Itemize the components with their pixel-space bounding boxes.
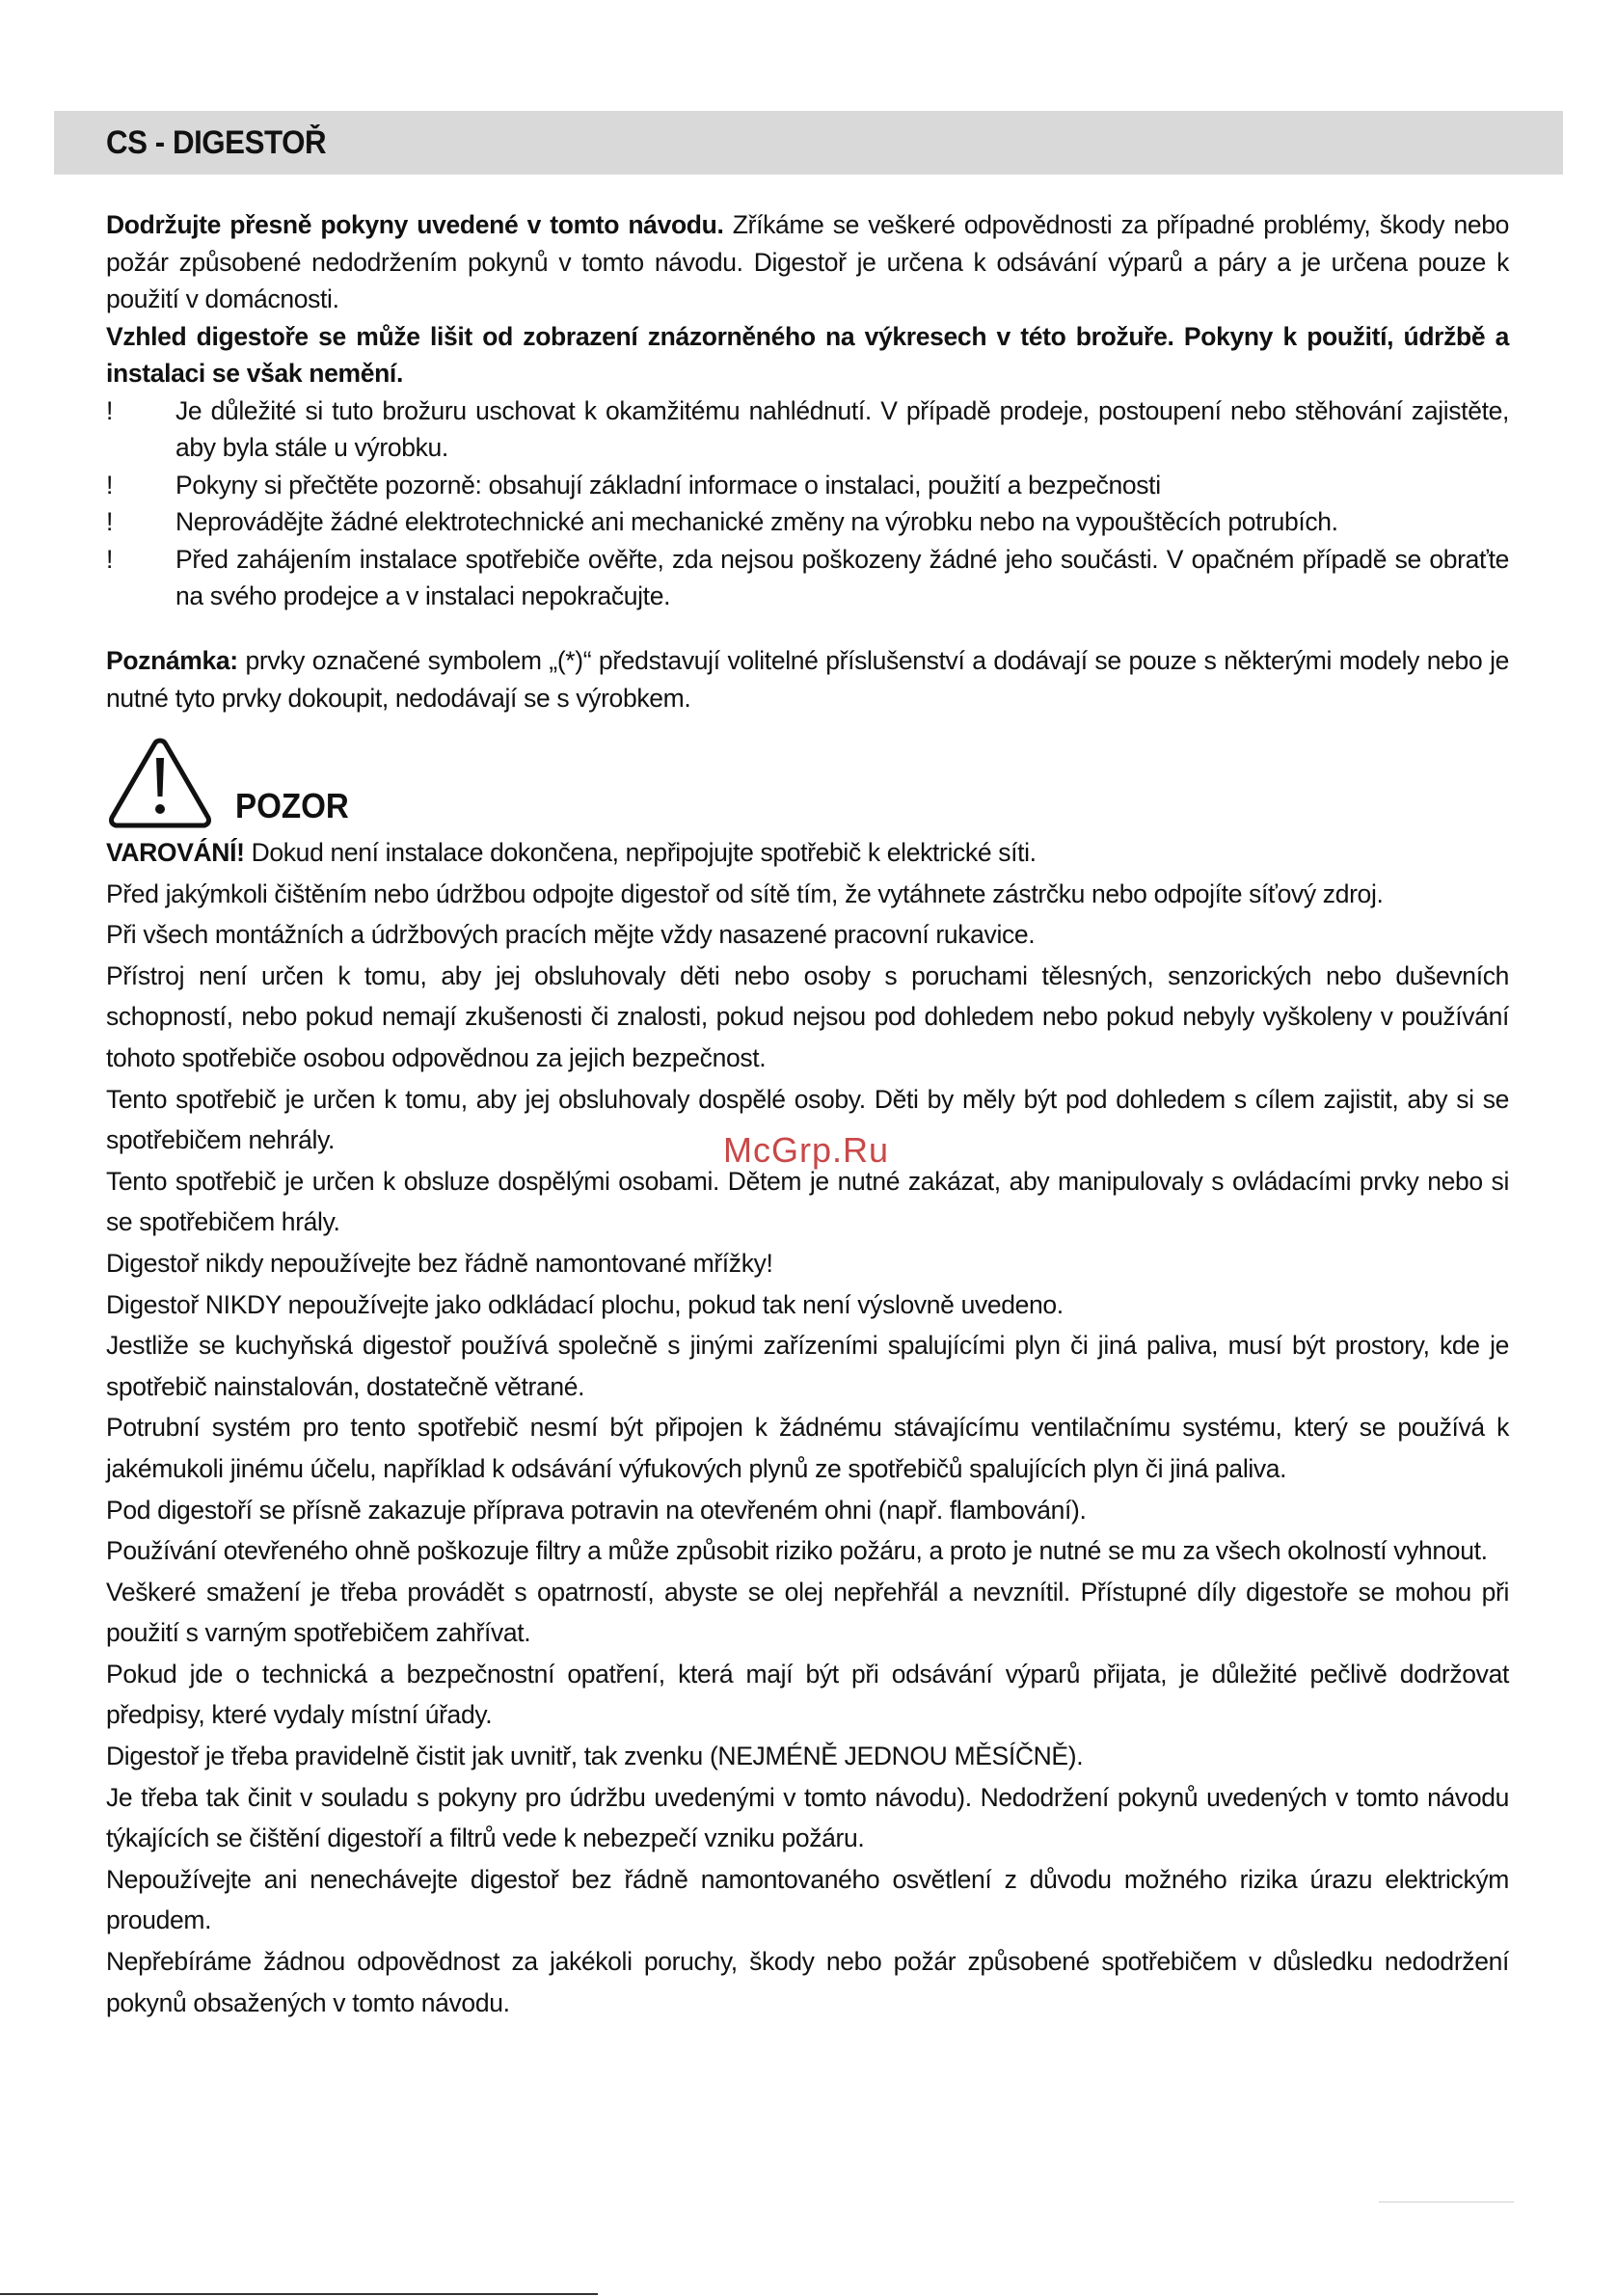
warning-paragraph [106, 832, 1509, 874]
warning-paragraph: Pokud jde o technická a bezpečnostní opatření, která mají být při odsávání výparů přijata, je důležité pečlivě dodržovat předpisy, které vydaly místní úřady. [106, 1659, 1509, 1730]
list-item-text: Je důležité si tuto brožuru uschovat k okamžitému nahlédnutí. V případě prodeje, postoupení nebo stěhování zajistěte, aby byla stále u výrobku. [175, 395, 1509, 462]
note-section [106, 642, 1509, 716]
list-item [106, 392, 1509, 467]
intro-section [106, 206, 1509, 615]
warning-triangle-icon [106, 735, 214, 831]
watermark: McGrp.Ru [723, 1130, 890, 1170]
list-item [106, 503, 1509, 541]
warning-heading [106, 725, 359, 831]
warning-paragraph: Veškeré smažení je třeba provádět s opatrností, abyste se olej nepřehřál a nevznítil. Přístupné díly digestoře se mohou při použití s varným spotřebičem zahřívat. [106, 1577, 1509, 1648]
exclamation-icon: ! [106, 507, 114, 536]
page-title: CS - DIGESTOŘ [106, 123, 327, 161]
warning-title: POZOR [235, 786, 349, 825]
intro-paragraph [106, 206, 1509, 318]
intro-bold: Dodržujte přesně pokyny uvedené v tomto návodu. [106, 210, 724, 239]
warning-paragraph: Nepřebíráme žádnou odpovědnost za jakékoli poruchy, škody nebo požár způsobené spotřebičem v důsledku nedodržení pokynů obsažených v tomto návodu. [106, 1947, 1509, 2017]
warning-paragraph: Pod digestoří se přísně zakazuje příprava potravin na otevřeném ohni (např. flambování). [106, 1495, 1087, 1525]
list-item-text: Pokyny si přečtěte pozorně: obsahují základní informace o instalaci, použití a bezpečnosti [175, 470, 1161, 500]
warning-paragraph: Používání otevřeného ohně poškozuje filtry a může způsobit riziko požáru, a proto je nutné se mu za všech okolností vyhnout. [106, 1536, 1488, 1566]
warning-paragraph: Digestoř je třeba pravidelně čistit jak uvnitř, tak zvenku (NEJMÉNĚ JEDNOU MĚSÍČNĚ). [106, 1742, 1084, 1771]
exclamation-icon: ! [106, 395, 114, 425]
note-label: Poznámka: [106, 646, 238, 675]
warning-paragraph: Tento spotřebič je určen k tomu, aby jej obsluhovaly dospělé osoby. Děti by měly být pod dohledem s cílem zajistit, aby si se spotřebičem nehrály. [106, 1084, 1509, 1155]
warning-paragraph: Nepoužívejte ani nenechávejte digestoř bez řádně namontovaného osvětlení z důvodu možného rizika úrazu elektrickým proudem. [106, 1864, 1509, 1935]
note-paragraph [106, 642, 1509, 716]
footer-divider [1379, 2201, 1514, 2202]
warning-paragraph: Digestoř nikdy nepoužívejte bez řádně namontované mřížky! [106, 1248, 773, 1278]
warning-paragraph: Potrubní systém pro tento spotřebič nesmí být připojen k žádnému stávajícímu ventilačnímu systému, který se používá k jakémukoli jinému účelu, například k odsávání výfukových plynů ze spotřebičů spalujících plyn či jiná paliva. [106, 1413, 1509, 1483]
bullet-list [106, 392, 1509, 615]
warning-paragraph: Jestliže se kuchyňská digestoř používá společně s jinými zařízeními spalujícími plyn či jiná paliva, musí být prostory, kde je spotřebič nainstalován, dostatečně větrané. [106, 1331, 1509, 1401]
section-header [54, 111, 1563, 175]
list-item [106, 541, 1509, 615]
warning-paragraph: Před jakýmkoli čištěním nebo údržbou odpojte digestoř od sítě tím, že vytáhnete zástrčku nebo odpojíte síťový zdroj. [106, 878, 1384, 908]
warning-label: VAROVÁNÍ! [106, 838, 245, 867]
warning-section [106, 832, 1509, 2023]
appearance-notice: Vzhled digestoře se může lišit od zobrazení znázorněného na výkresech v této brožuře. Pokyny k použití, údržbě a instalaci se však nemění. [106, 321, 1509, 388]
exclamation-icon: ! [106, 470, 114, 500]
list-item [106, 467, 1509, 504]
warning-text: Dokud není instalace dokončena, nepřipojujte spotřebič k elektrické síti. [244, 838, 1037, 867]
list-item-text: Neprovádějte žádné elektrotechnické ani mechanické změny na výrobku nebo na vypouštěcích potrubích. [175, 507, 1338, 536]
note-text: prvky označené symbolem „(*)“ představují volitelné příslušenství a dodávají se pouze s některými modely nebo je nutné tyto prvky dokoupit, nedodávají se s výrobkem. [106, 646, 1509, 713]
warning-paragraph: Digestoř NIKDY nepoužívejte jako odkládací plochu, pokud tak není výslovně uvedeno. [106, 1289, 1064, 1319]
warning-paragraph: Tento spotřebič je určen k obsluze dospělými osobami. Dětem je nutné zakázat, aby manipulovaly s ovládacími prvky nebo si se spotřebičem hrály. [106, 1166, 1509, 1237]
warning-paragraph: Při všech montážních a údržbových pracích mějte vždy nasazené pracovní rukavice. [106, 920, 1036, 950]
warning-paragraph: Je třeba tak činit v souladu s pokyny pro údržbu uvedenými v tomto návodu). Nedodržení pokynů uvedených v tomto návodu týkajících se čištění digestoří a filtrů vede k nebezpečí vzniku požáru. [106, 1782, 1509, 1853]
warning-paragraph: Přístroj není určen k tomu, aby jej obsluhovaly děti nebo osoby s poruchami tělesných, senzorických nebo duševních schopností, nebo pokud nemají zkušenosti či znalosti, pokud nejsou pod dohledem nebo pokud nebyly vyškoleny v používání tohoto spotřebiče osobou odpovědnou za jejich bezpečnost. [106, 960, 1509, 1072]
bottom-edge-line [0, 2293, 598, 2295]
exclamation-icon: ! [106, 544, 114, 574]
intro-text: Zříkáme se veškeré odpovědnosti za případné problémy, škody nebo požár způsobené nedodržením pokynů v tomto návodu. Digestoř je určena k odsávání výparů a páry a je určena pouze k použití v domácnosti. [106, 210, 1509, 313]
list-item-text: Před zahájením instalace spotřebiče ověřte, zda nejsou poškozeny žádné jeho součásti. V opačném případě se obraťte na svého prodejce a v instalaci nepokračujte. [175, 544, 1509, 610]
